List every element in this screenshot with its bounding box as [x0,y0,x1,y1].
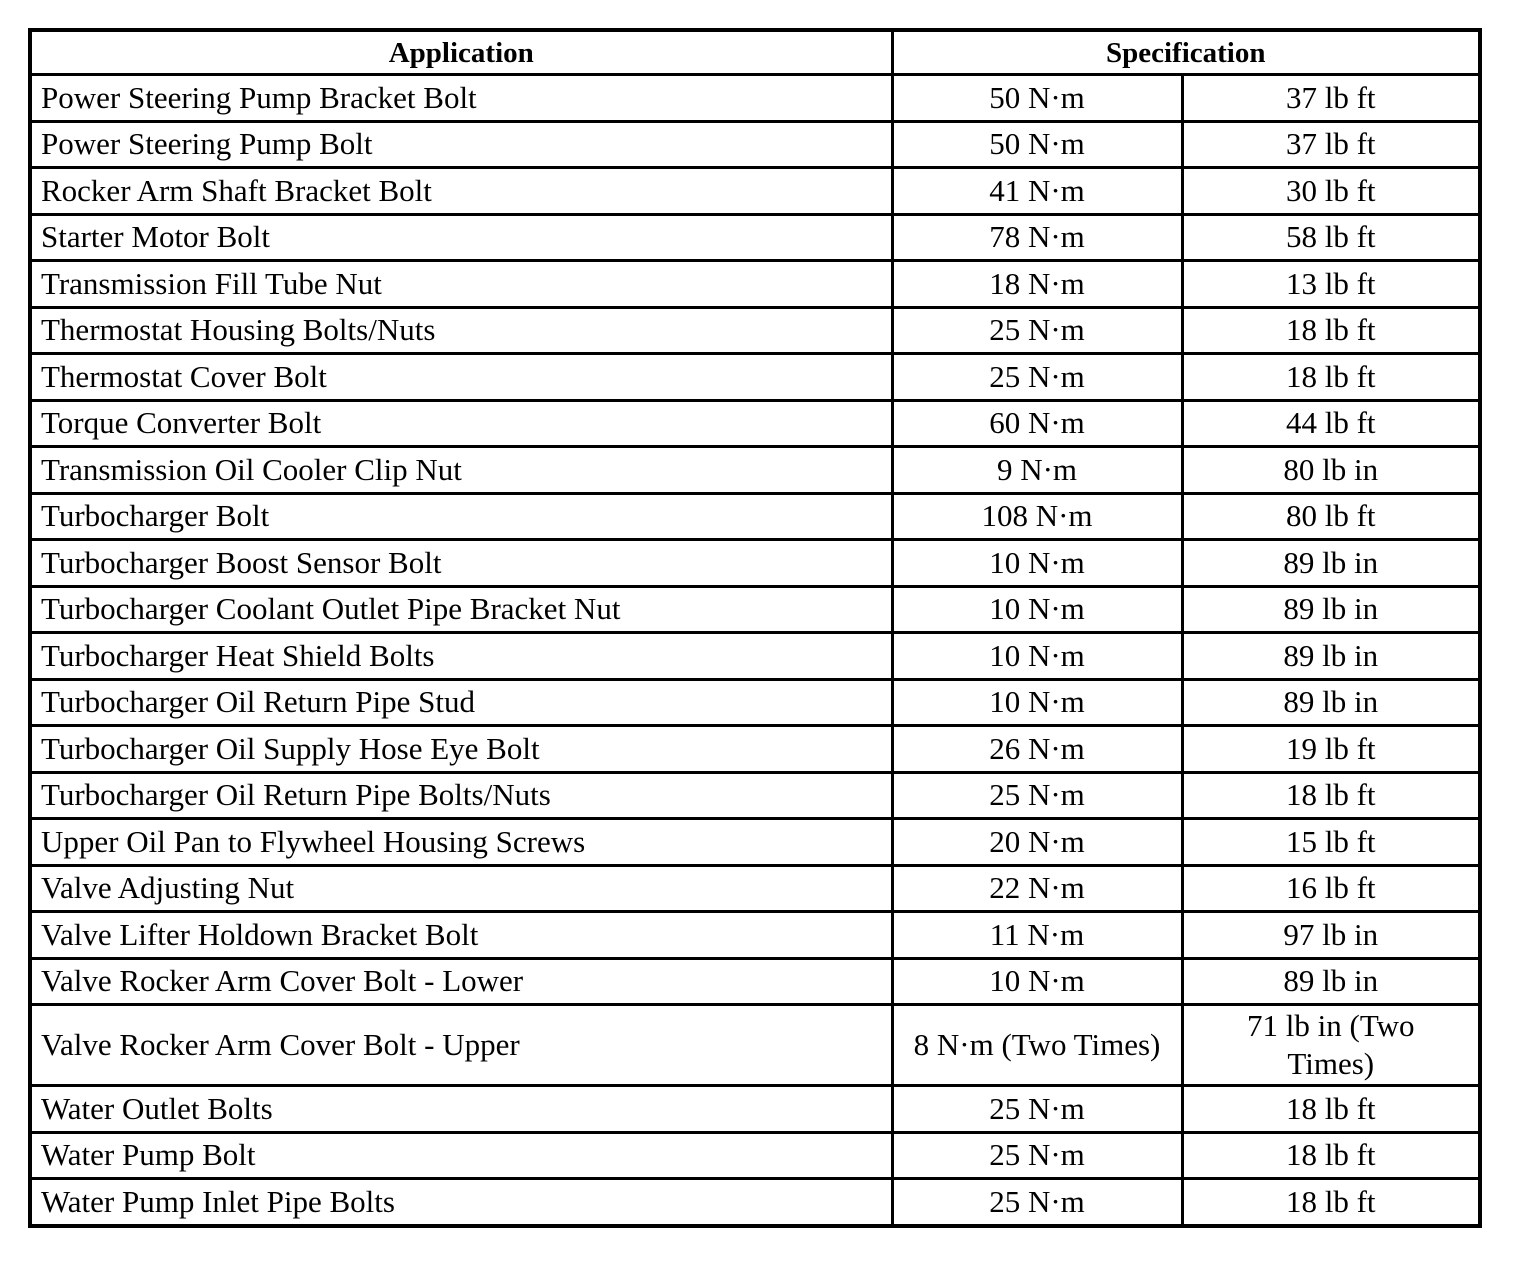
application-cell: Starter Motor Bolt [30,214,892,261]
table-row [30,214,1480,261]
metric-spec-cell: 10 N·m [892,540,1182,587]
application-cell: Water Outlet Bolts [30,1086,892,1133]
table-row [30,679,1480,726]
metric-spec-cell: 50 N·m [892,121,1182,168]
imperial-spec-cell: 89 lb in [1182,633,1480,680]
imperial-spec-cell: 18 lb ft [1182,1179,1480,1226]
table-row [30,958,1480,1005]
application-cell: Turbocharger Oil Supply Hose Eye Bolt [30,726,892,773]
application-cell: Rocker Arm Shaft Bracket Bolt [30,168,892,215]
metric-spec-cell: 20 N·m [892,819,1182,866]
table-row [30,168,1480,215]
metric-spec-cell: 22 N·m [892,865,1182,912]
application-cell: Power Steering Pump Bracket Bolt [30,75,892,122]
imperial-spec-cell: 30 lb ft [1182,168,1480,215]
table-row [30,354,1480,401]
imperial-spec-cell: 18 lb ft [1182,1132,1480,1179]
metric-spec-cell: 26 N·m [892,726,1182,773]
table-row [30,1086,1480,1133]
imperial-spec-cell: 18 lb ft [1182,354,1480,401]
table-row [30,307,1480,354]
metric-spec-cell: 25 N·m [892,307,1182,354]
imperial-spec-cell: 18 lb ft [1182,772,1480,819]
table-row [30,121,1480,168]
imperial-spec-cell: 89 lb in [1182,540,1480,587]
torque-specification-table [28,28,1482,1228]
application-cell: Valve Rocker Arm Cover Bolt - Upper [30,1005,892,1086]
application-cell: Upper Oil Pan to Flywheel Housing Screws [30,819,892,866]
imperial-spec-cell: 16 lb ft [1182,865,1480,912]
application-cell: Turbocharger Heat Shield Bolts [30,633,892,680]
table-row [30,493,1480,540]
table-row [30,865,1480,912]
metric-spec-cell: 108 N·m [892,493,1182,540]
imperial-spec-cell: 18 lb ft [1182,307,1480,354]
metric-spec-cell: 50 N·m [892,75,1182,122]
application-cell: Thermostat Housing Bolts/Nuts [30,307,892,354]
metric-spec-cell: 25 N·m [892,1086,1182,1133]
application-cell: Transmission Oil Cooler Clip Nut [30,447,892,494]
imperial-spec-cell: 80 lb in [1182,447,1480,494]
application-cell: Water Pump Bolt [30,1132,892,1179]
application-cell: Power Steering Pump Bolt [30,121,892,168]
table-row [30,1132,1480,1179]
imperial-spec-cell: 37 lb ft [1182,75,1480,122]
application-cell: Torque Converter Bolt [30,400,892,447]
metric-spec-cell: 11 N·m [892,912,1182,959]
table-row [30,447,1480,494]
table-row [30,1005,1480,1086]
table-row [30,586,1480,633]
metric-spec-cell: 10 N·m [892,958,1182,1005]
imperial-spec-cell: 19 lb ft [1182,726,1480,773]
table-row [30,400,1480,447]
metric-spec-cell: 25 N·m [892,772,1182,819]
table-row [30,75,1480,122]
metric-spec-cell: 25 N·m [892,1132,1182,1179]
application-cell: Turbocharger Oil Return Pipe Stud [30,679,892,726]
application-cell: Transmission Fill Tube Nut [30,261,892,308]
imperial-spec-cell: 58 lb ft [1182,214,1480,261]
application-cell: Turbocharger Oil Return Pipe Bolts/Nuts [30,772,892,819]
table-body [30,75,1480,1226]
application-cell: Valve Lifter Holdown Bracket Bolt [30,912,892,959]
metric-spec-cell: 78 N·m [892,214,1182,261]
table-row [30,633,1480,680]
metric-spec-cell: 18 N·m [892,261,1182,308]
imperial-spec-cell: 37 lb ft [1182,121,1480,168]
metric-spec-cell: 41 N·m [892,168,1182,215]
application-cell: Water Pump Inlet Pipe Bolts [30,1179,892,1226]
imperial-spec-cell: 89 lb in [1182,679,1480,726]
metric-spec-cell: 25 N·m [892,1179,1182,1226]
metric-spec-cell: 9 N·m [892,447,1182,494]
application-cell: Valve Rocker Arm Cover Bolt - Lower [30,958,892,1005]
metric-spec-cell: 10 N·m [892,679,1182,726]
application-cell: Turbocharger Coolant Outlet Pipe Bracket Nut [30,586,892,633]
metric-spec-cell: 60 N·m [892,400,1182,447]
imperial-spec-cell: 89 lb in [1182,586,1480,633]
table-row [30,819,1480,866]
application-cell: Turbocharger Bolt [30,493,892,540]
application-cell: Valve Adjusting Nut [30,865,892,912]
imperial-spec-cell: 89 lb in [1182,958,1480,1005]
table-row [30,912,1480,959]
imperial-spec-cell: 13 lb ft [1182,261,1480,308]
table-row [30,540,1480,587]
imperial-spec-cell: 80 lb ft [1182,493,1480,540]
metric-spec-cell: 10 N·m [892,586,1182,633]
table-row [30,1179,1480,1226]
header-row [30,30,1480,75]
imperial-spec-cell: 15 lb ft [1182,819,1480,866]
application-cell: Turbocharger Boost Sensor Bolt [30,540,892,587]
metric-spec-cell: 25 N·m [892,354,1182,401]
metric-spec-cell: 8 N·m (Two Times) [892,1005,1182,1086]
table-row [30,772,1480,819]
imperial-spec-cell: 18 lb ft [1182,1086,1480,1133]
imperial-spec-cell: 71 lb in (Two Times) [1182,1005,1480,1086]
application-header: Application [30,30,892,75]
table-row [30,726,1480,773]
specification-header: Specification [892,30,1480,75]
metric-spec-cell: 10 N·m [892,633,1182,680]
imperial-spec-cell: 44 lb ft [1182,400,1480,447]
application-cell: Thermostat Cover Bolt [30,354,892,401]
imperial-spec-cell: 97 lb in [1182,912,1480,959]
table-row [30,261,1480,308]
